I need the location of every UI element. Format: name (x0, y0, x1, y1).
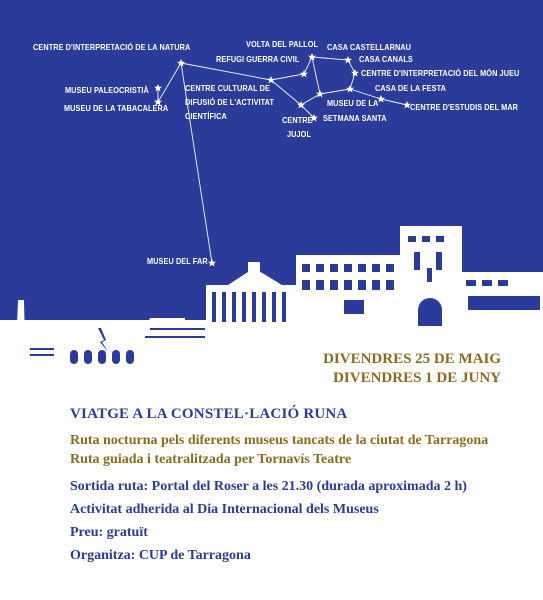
date-line-1: DIVENDRES 25 DE MAIG (323, 351, 501, 367)
map-label-far: MUSEU DEL FAR (147, 256, 208, 266)
map-label-jujol-2: JUJOL (287, 129, 311, 139)
map-label-natura: CENTRE D'INTERPRETACIÓ DE LA NATURA (33, 42, 191, 52)
map-label-estudis: CENTRE D'ESTUDIS DEL MAR (410, 102, 519, 112)
map-label-jujol-1: CENTRE (282, 115, 313, 125)
map-label-canals: CASA CANALS (359, 54, 413, 64)
map-label-mon-jueu: CENTRE D'INTERPRETACIÓ DEL MÓN JUEU (361, 68, 520, 78)
map-label-paleocristia: MUSEU PALEOCRISTIÀ (65, 85, 149, 95)
organizer: Organitza: CUP de Tarragona (70, 548, 251, 563)
date-line-2: DIVENDRES 1 DE JUNY (333, 370, 501, 386)
map-label-setmana-2: SETMANA SANTA (323, 113, 387, 123)
map-label-difusio-2: DIFUSIÓ DE L'ACTIVITAT (185, 97, 275, 107)
map-label-refugi: REFUGI GUERRA CIVIL (216, 54, 300, 64)
event-title: VIATGE A LA CONSTEL·LACIÓ RUNA (70, 406, 348, 422)
map-label-setmana-1: MUSEU DE LA (327, 98, 379, 108)
event-info (70, 406, 488, 567)
map-label-castellarnau: CASA CASTELLARNAU (327, 42, 412, 52)
price: Preu: gratuït (70, 525, 148, 540)
event-dates (323, 350, 501, 388)
map-label-festa: CASA DE LA FESTA (375, 83, 446, 93)
event-description-1: Ruta nocturna pels diferents museus tancats de la ciutat de Tarragona (70, 433, 489, 448)
map-label-difusio-1: CENTRE CULTURAL DE (185, 83, 270, 93)
route-details: Sortida ruta: Portal del Roser a les 21.30 (durada aproximada 2 h) (70, 479, 467, 494)
event-description-2: Ruta guiada i teatralitzada per Tornavís Teatre (70, 452, 352, 467)
map-label-volta: VOLTA DEL PALLOL (246, 39, 319, 49)
map-label-tabacalera: MUSEU DE LA TABACALERA (64, 103, 169, 113)
map-label-difusio-3: CIENTÍFICA (185, 111, 227, 121)
museums-day-note: Activitat adherida al Dia Internacional dels Museus (70, 502, 379, 517)
